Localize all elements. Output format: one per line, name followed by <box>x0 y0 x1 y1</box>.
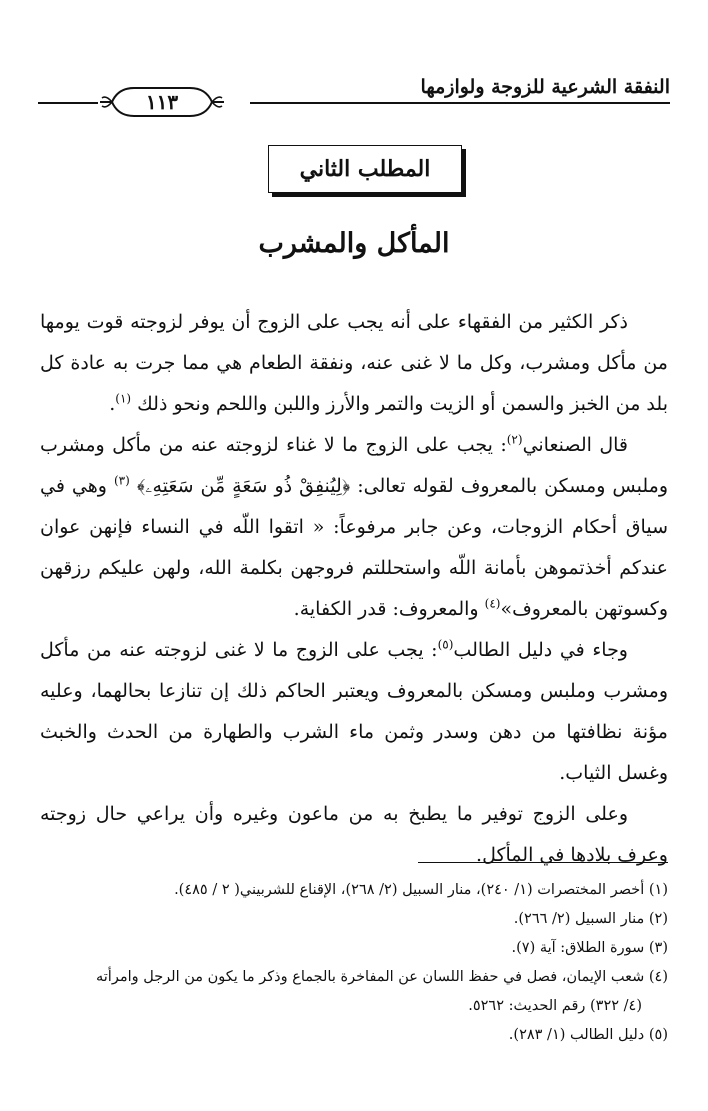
page-number-ornament <box>98 84 226 120</box>
paragraph: وعلى الزوج توفير ما يطبخ به من ماعون وغيره وأن يراعي حال زوجته وعرف بلادها في المأكل. <box>40 803 668 866</box>
page-number: ١١٣ <box>145 90 179 114</box>
paragraph: وجاء في دليل الطالب$^{(٥)}$: يجب على الزوج ما لا غنى لزوجته عنه من مأكل ومشرب وملبس ومسكن بالمعروف ويعتبر الحاكم ذلك إن تنازعا بحالهما، وعليه مؤنة نظافتها من دهن وسدر وثمن ماء الشرب والطهارة من الحدث والخبث وغسل الثياب. <box>40 637 668 784</box>
footnote: (٤) شعب الإيمان، فصل في حفظ اللسان عن المفاخرة بالجماع وذكر ما يكون من الرجل وامرأته <box>95 969 668 985</box>
footnote: (٣) سورة الطلاق: آية (٧). <box>511 940 668 956</box>
footnote-ref: (٣) <box>113 473 130 488</box>
header-rule <box>250 102 670 104</box>
footnote-ref: (٥) <box>437 637 454 652</box>
footnote: (٢) منار السبيل (٢/ ٢٦٦). <box>513 911 668 927</box>
body-text <box>40 302 668 876</box>
running-title: النفقة الشرعية للزوجة ولوازمها <box>420 76 670 98</box>
footnote: (٥) دليل الطالب (١/ ٢٨٣). <box>508 1027 668 1043</box>
footnote-continuation: (٤/ ٣٢٢) رقم الحديث: ٥٢٦٢. <box>468 998 642 1014</box>
paragraph: قال الصنعاني$^{(٢)}$: يجب على الزوج ما لا غناء لزوجته عنه من مأكل ومشرب وملبس ومسكن بالمعروف لقوله تعالى: ﴿لِيُنفِقْ ذُو سَعَةٍ مِّن سَعَتِهِۦ﴾ $^{(٣)}$ وهي في سياق أحكام الزوجات، وعن جابر مرفوعاً: « اتقوا اللّه في النساء فإنهن عوان عندكم أخذتموهن بأمانة اللّه واستحللتم فروجهن بكلمة الله، ولهن عليكم رزقهن وكسوتهن بالمعروف»$^{(٤)}$ والمعروف: قدر الكفاية. <box>40 432 669 620</box>
footnote-ref: (١) <box>115 391 132 406</box>
section-title: المطلب الثاني <box>299 156 431 182</box>
footnote-ref: (٢) <box>506 432 523 447</box>
header-rule-left <box>38 102 98 104</box>
section-heading-box <box>268 145 462 193</box>
section-subtitle: المأكل والمشرب <box>258 228 450 259</box>
running-header <box>38 72 670 122</box>
footnotes <box>40 876 668 1050</box>
paragraph: ذكر الكثير من الفقهاء على أنه يجب على الزوج أن يوفر لزوجته قوت يومها من مأكل ومشرب، وكل ما لا غنى عنه، ونفقة الطعام هي مما جرت به عادة كل بلد من الخبز والسمن أو الزيت والتمر والأرز واللبن واللحم ونحو ذلك $^{(١)}$. <box>40 311 668 415</box>
footnote: (١) أخصر المختصرات (١/ ٢٤٠)، منار السبيل (٢/ ٢٦٨)، الإقناع للشربيني( ٢ / ٤٨٥). <box>174 882 668 898</box>
footnote-separator <box>418 862 668 863</box>
footnote-ref: (٤) <box>484 596 501 611</box>
